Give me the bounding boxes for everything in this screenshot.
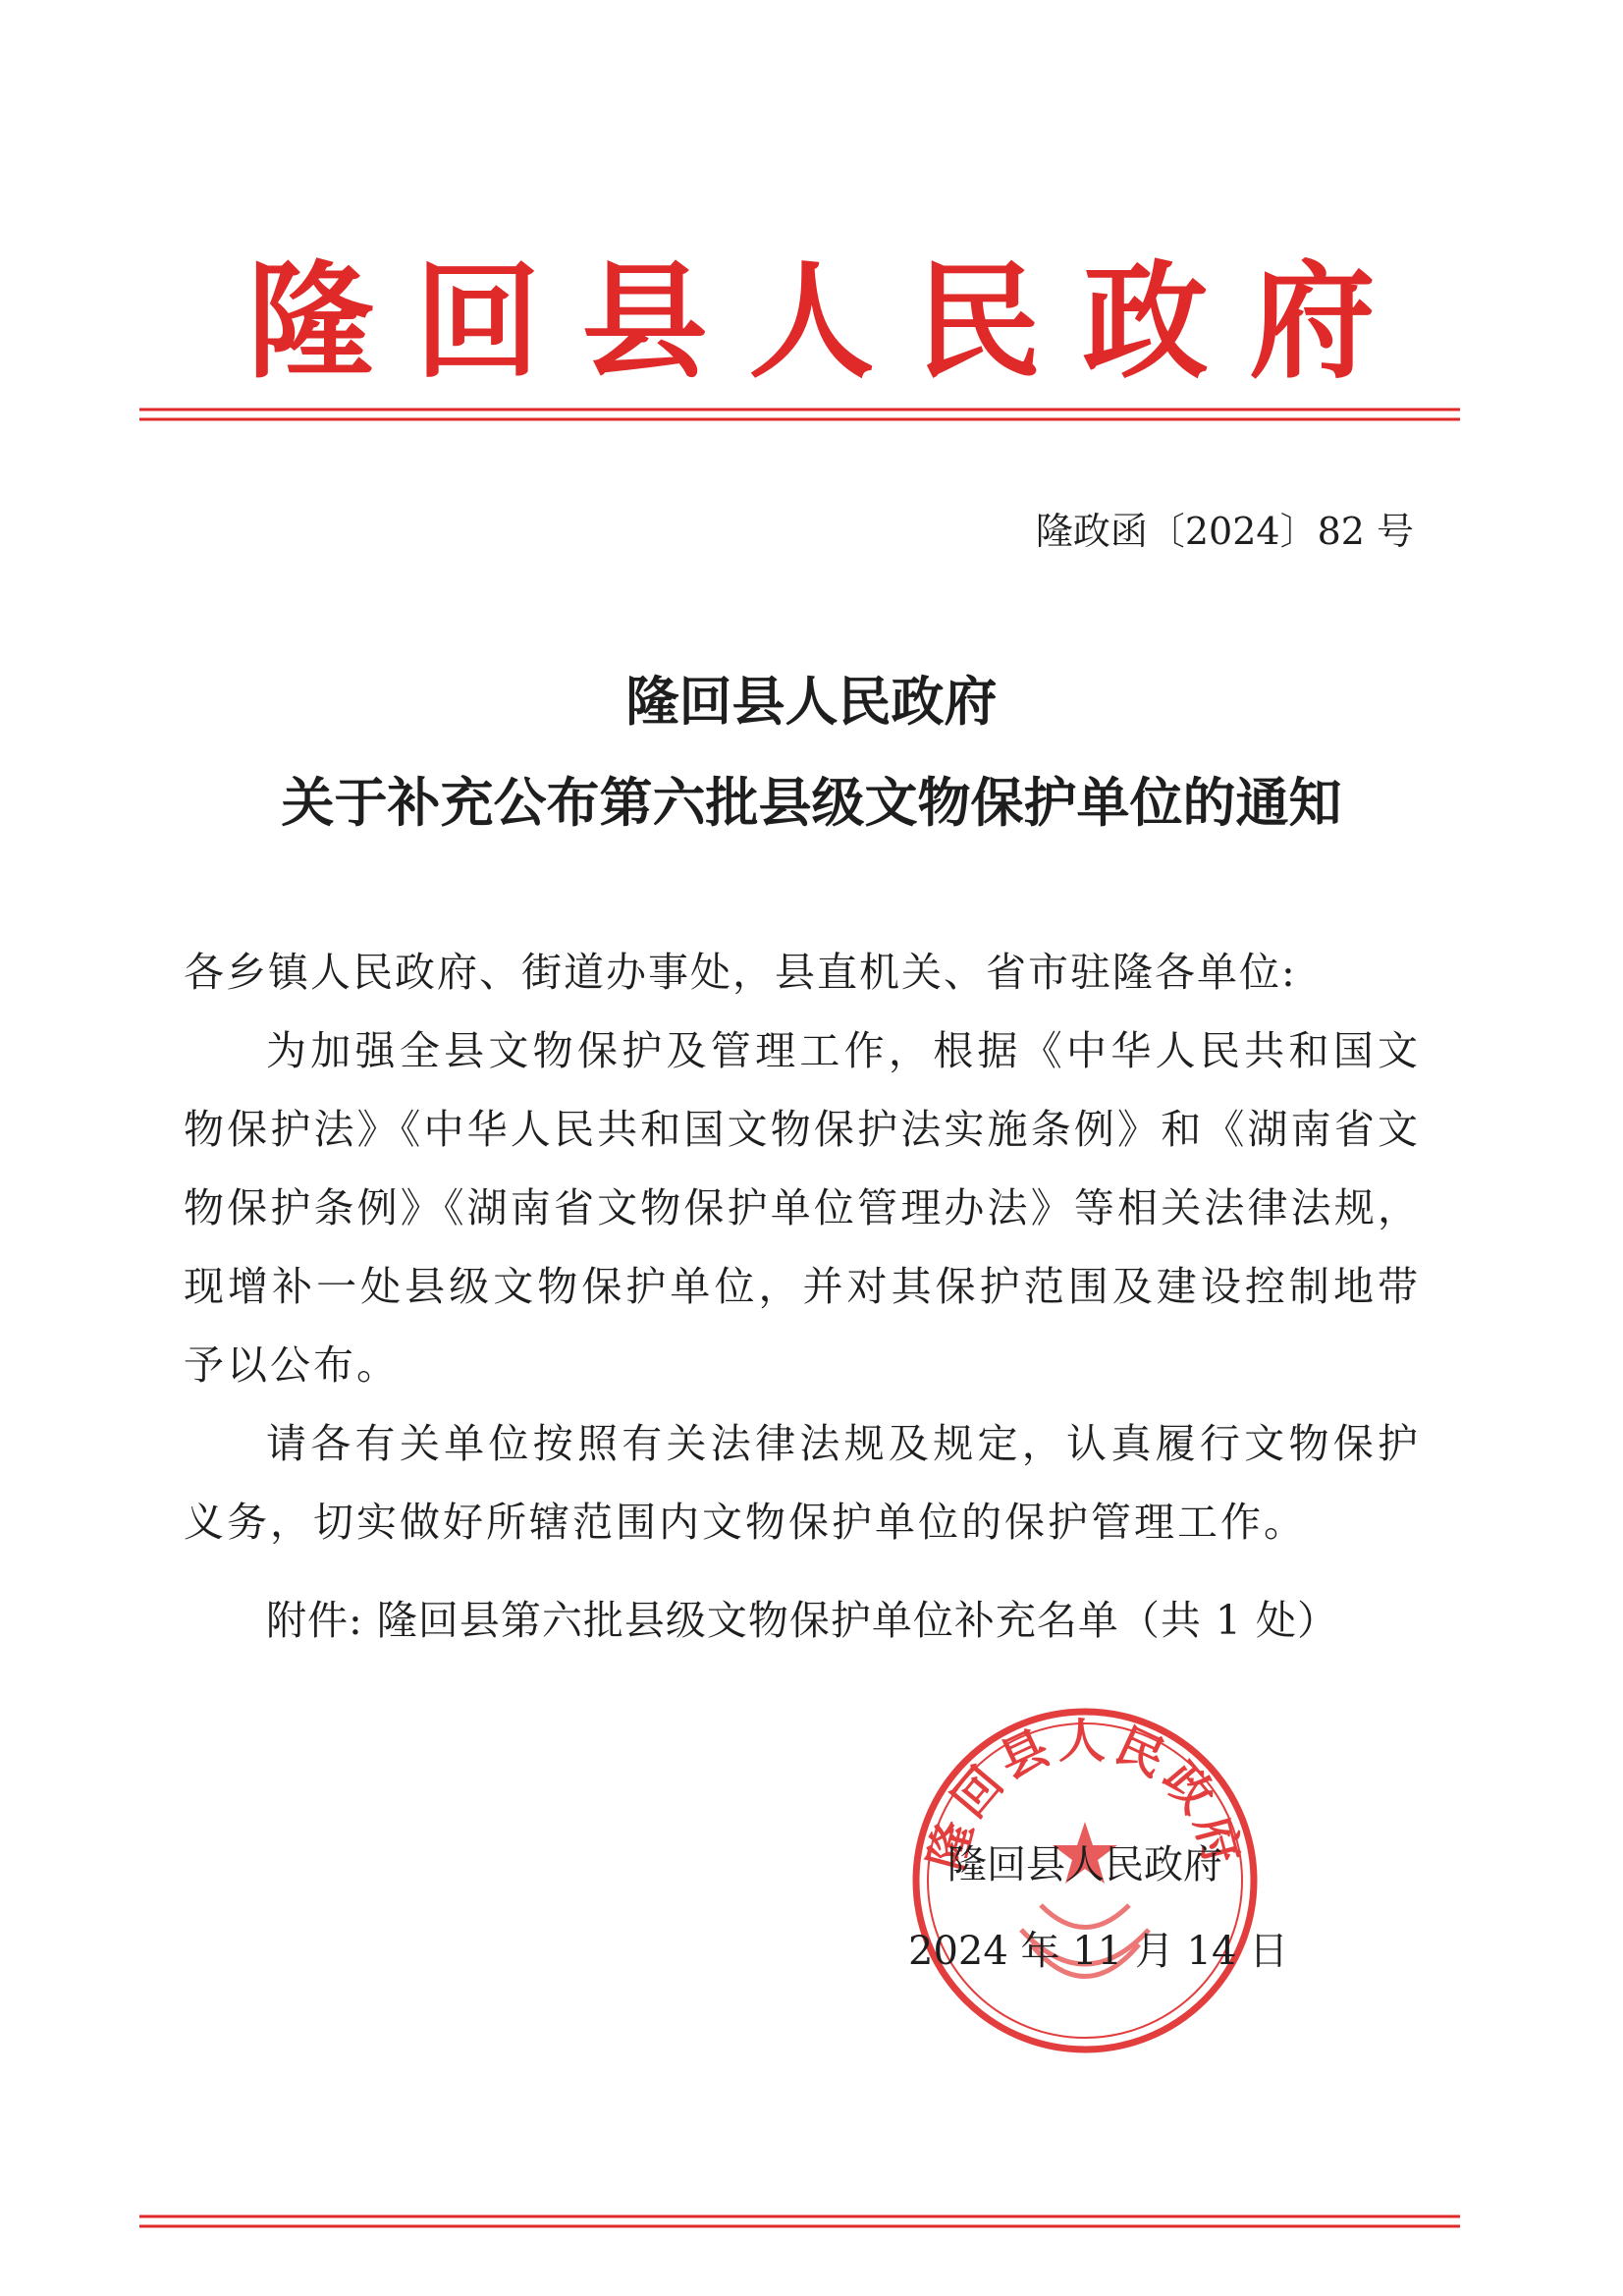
document-title-line-2: 关于补充公布第六批县级文物保护单位的通知 [281, 771, 1342, 834]
addressee: 各乡镇人民政府、街道办事处，县直机关、省市驻隆各单位: [184, 949, 1297, 996]
attachment-line: 附件: 隆回县第六批县级文物保护单位补充名单（共 1 处） [266, 1597, 1338, 1644]
body-paragraph-1: 为加强全县文物保护及管理工作，根据《中华人民共和国文物保护法》《中华人民共和国文物保护法实施条例》和《湖南省文物保护条例》《湖南省文物保护单位管理办法》等相关法律法规，现增补一处县级文物保护单位，并对其保护范围及建设控制地带予以公布。 [184, 1027, 1421, 1389]
document-number: 隆政函〔2024〕82 号 [1035, 510, 1414, 553]
document-title-line-1: 隆回县人民政府 [625, 670, 998, 733]
body-paragraph-2: 请各有关单位按照有关法律法规及规定，认真履行文物保护义务，切实做好所辖范围内文物保护单位的保护管理工作。 [184, 1420, 1421, 1546]
seal-arc-text: 隆回县人民政府 [918, 1713, 1252, 1876]
red-header-rule [139, 407, 1460, 426]
red-footer-rule [139, 2214, 1460, 2233]
signature-organization: 隆回县人民政府 [947, 1842, 1222, 1887]
signature-date: 2024 年 11 月 14 日 [908, 1929, 1289, 1974]
masthead-title: 隆回县人民政府 [247, 248, 1417, 396]
signature-block [908, 1822, 1289, 1995]
document-body [184, 933, 1421, 1660]
